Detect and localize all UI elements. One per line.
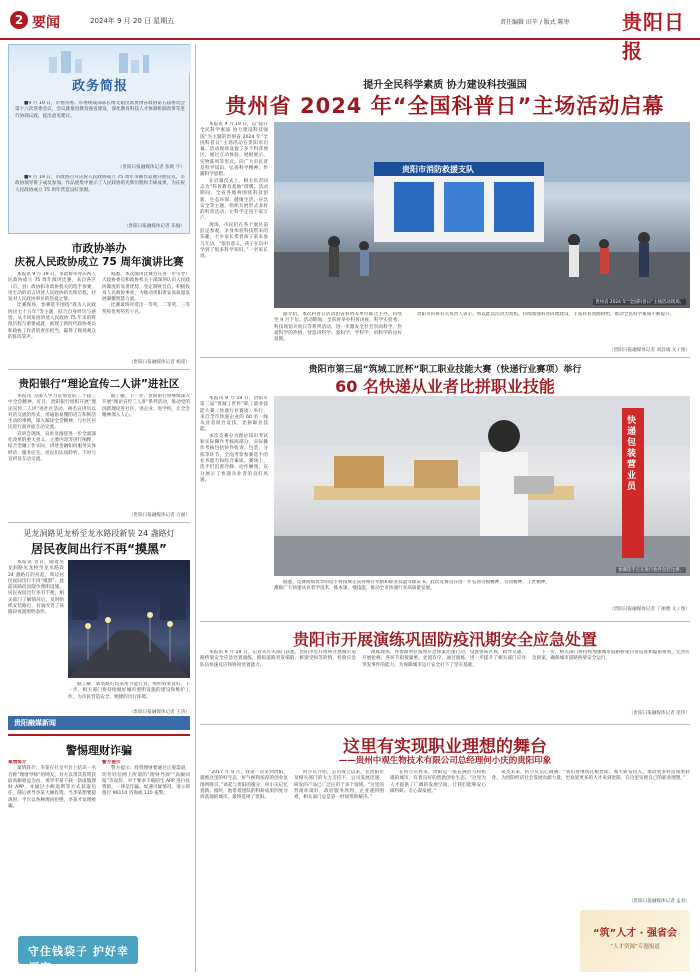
booth-sign: 贵阳市消防救援支队 bbox=[402, 165, 474, 174]
brief-title: 政务简报 bbox=[71, 79, 128, 94]
skills-body-col2: 据悉，竞赛成绩优异的选手将按规定获得相应奖励和职业技能等级证书。此次竞赛旨在进一步弘扬劳模精神、劳动精神、工匠精神，激励广大快递从业者学技术、练本领、强技能，推动全市快递行业高质量发展。 bbox=[274, 580, 550, 592]
brief-decor bbox=[9, 45, 191, 73]
divider bbox=[8, 522, 190, 523]
skills-kicker: 贵阳市第三届“筑城工匠杯”职工职业技能大赛（快递行业赛项）举行 bbox=[308, 365, 582, 375]
career-credit: （贵阳日报融媒体记者 孟君） bbox=[628, 899, 690, 904]
fraud-body-col1: 案情简介 案情简介：李某在社交平台上结识一名自称“理财导师”的网友，对方以带其投资获取高额收益为由，诱导李某下载一款虚假理财 APP，并通过小额返利等方式获取信任，随后诱导李某大额投资。当李某想要提现时，平台以各种理由拒绝，李某才发现被骗。 bbox=[8, 760, 96, 810]
vertical-sign-text: 快递包装营业员 bbox=[627, 416, 637, 492]
career-body-col1: “2017 年 9 月，我第一次来到贵阳，就被这里的好生态、好气候和浓厚的创业氛围所吸引。”谈起与贵阳的缘分，何小庆记忆犹新。彼时，他带着团队的科研成果四处寻找落地的城市，最终选择了贵阳。 bbox=[200, 770, 288, 801]
main-headline: 贵州省 2024 年“全国科普日”主场活动启幕 bbox=[225, 94, 665, 118]
cppcc-subtitle: 庆祝人民政协成立 75 周年演讲比赛 bbox=[14, 256, 184, 268]
street-lights-image bbox=[68, 560, 190, 678]
fraud-body-col2: 警方提示 警方提示：投资理财要通过正规渠道，切勿轻信网上所谓的“理财导师”“高额回报”等说辞，对于要求下载陌生 APP 进行投资的，一律是诈骗。如遇可疑情况，请立即拨打 96110 咨询或 110 报警。 bbox=[102, 760, 190, 797]
brief-credit: （贵阳日报融媒体记者 乐愉） bbox=[123, 224, 185, 229]
page-number: 2 bbox=[10, 11, 28, 29]
cppcc-credit: （贵阳日报融媒体记者 杨遥） bbox=[128, 360, 190, 365]
main-kicker: 提升全民科学素质 协力建设科技强国 bbox=[363, 80, 527, 91]
city-skyline-icon bbox=[9, 45, 191, 73]
divider bbox=[8, 369, 190, 370]
career-subheadline: ——贵州中观生物技术有限公司总经理何小庆的贵阳印象 bbox=[338, 756, 552, 766]
lights-body-col1: 本报讯 近日，随着见龙洞路见龙桥至龙水路段 24 盏路灯的亮起，周边居民夜间出行不再“摸黑”。此前该路段因缺少照明设施，居民夜间出行多有不便，相关部门了解情况后，及时组织安装路灯，有效改善了该路段夜间照明条件。 bbox=[8, 560, 64, 616]
lights-credit: （贵阳日报融媒体记者 王涛） bbox=[128, 710, 190, 715]
skills-photo-caption: 参赛选手正在进行快件包装比拼。 bbox=[618, 568, 684, 573]
career-body-col3: 在何小庆看来，贵阳是一座充满活力和机遇的城市，有着良好的创新创业生态。“这里为人才提供了广阔的发展空间，让我们能够安心做科研、专心谋发展。” bbox=[390, 770, 486, 794]
talent-logo-subtext: “人才资源”专题报道 bbox=[610, 944, 660, 950]
bank-body-col1: 本报讯 为深入学习贯彻党的二十届三中全会精神，近日，贵阳银行组织开展“理论宣传二人讲”进社区活动，两名宣讲员以对话交流的形式，用通俗易懂的语言和鲜活生动的事例，深入解读全会精神，与社区居民进行面对面互动交流。 宣讲会现场，宣讲员围绕进一步全面深化改革的重大意义、主要内容等进行阐释，结合金融工作实际，讲述金融如何服务实体经济、服务民生。居民们认真聆听，不时与宣讲员互动交流。 bbox=[8, 394, 96, 462]
divider bbox=[200, 621, 690, 622]
brief-item: ■9 月 19 日，市委常委、市委统战部部长傅文韬出席贵州省政协第五届委员会第十六次常委会议，会议就推进教育强省建设、深化教育科技人才体制机制改革等进行协商议政，提出意见建议。 bbox=[15, 101, 185, 119]
media-banner-text: 贵阳融媒新闻 bbox=[14, 719, 56, 727]
talent-column-logo bbox=[580, 910, 690, 972]
fraud-box bbox=[8, 734, 190, 972]
vertical-sign bbox=[622, 408, 644, 558]
drill-credit: （贵阳日报融媒体记者 范伟） bbox=[628, 711, 690, 716]
lights-title-line1: 见龙洞路见龙桥至龙水路段新装 24 盏路灯 bbox=[23, 529, 175, 538]
fraud-banner bbox=[18, 936, 138, 974]
cppcc-title: 市政协举办 bbox=[71, 242, 127, 255]
lights-title-line2: 居民夜间出行不再“摸黑” bbox=[31, 542, 167, 556]
media-banner bbox=[8, 716, 190, 730]
main-photo-caption: 贵州省 2024 年“全国科普日”主场活动现场。 bbox=[595, 300, 684, 305]
lights-body-col2: 据了解，新装路灯均采用节能灯具，照明效果良好。下一步，相关部门将持续做好城市照明设施的建设和维护工作，为市民营造安全、便捷的出行环境。 bbox=[68, 682, 190, 700]
column-divider bbox=[195, 44, 196, 972]
drill-body-col3: 下一步，相关部门将持续加强城市道路桥梁日常巡查和隐患排查，完善应急预案，确保城市道路桥梁安全运行。 bbox=[532, 650, 690, 662]
drill-headline: 贵阳市开展演练巩固防疫汛期安全应急处置 bbox=[292, 630, 597, 649]
cppcc-body-col1: 本报讯 9 月 19 日，市政协举办庆祝人民政协成立 75 周年演讲比赛，来自各区（市、县）政协和市政协机关的选手参赛，用生动的语言讲述人民政协的光辉历程，抒发对人民政协事业的热爱之情。 比赛现场，参赛选手围绕“我为人民政协这七十五年”等主题，结合自身经历与感悟，从不同角度讲述人民政协 75 年来的辉煌历程与重要成就，展现了新时代政协委员和政协工作者的责任担当，赢得了现场观众的阵阵掌声。 bbox=[8, 272, 96, 340]
divider bbox=[200, 357, 690, 358]
science-day-event-image bbox=[274, 122, 690, 308]
bank-credit: （贵阳日报融媒体记者 万丽） bbox=[128, 513, 190, 518]
talent-logo-text: “筑”人才 · 强省会 bbox=[593, 928, 677, 939]
cppcc-body-col2: 据悉，本次演讲比赛旨在进一步引导广大政协委员和政协机关干部深刻认识人民政协制度的显著优势，坚定制度自信，积极投身人民政协事业，为推动贵阳贵安高质量发展凝聚智慧力量。 比赛最终评选出一等奖、二等奖、三等奖和优秀奖若干名。 bbox=[102, 272, 190, 315]
section-name: 要闻 bbox=[32, 15, 60, 31]
skills-credit: （贵阳日报融媒体记者 丁丽雅 文 / 图） bbox=[609, 607, 690, 612]
skills-photo bbox=[274, 396, 690, 576]
brief-box bbox=[8, 44, 190, 234]
masthead-logo: 贵阳日报 bbox=[622, 10, 685, 63]
brief-credit: （贵阳日报融媒体记者 张欧 宇） bbox=[117, 165, 185, 170]
skills-headline: 60 名快递从业者比拼职业技能 bbox=[335, 377, 555, 396]
main-body-col2: 据介绍，本次科普日活动由省科协等单位联合主办，持续至 9 月下旬。活动期间，全省将举办科普讲座、科学实验秀、科技场馆开放日等系列活动，进一步激发全社会崇尚科学、热爱科学的热情，营造讲科学、爱科学、学科学、用科学的良好氛围。 bbox=[274, 312, 402, 343]
bank-body-col2: 据了解，下一步，贵阳银行将继续深入开展“理论宣传二人讲”系列活动，推动党的创新理论进社区、进企业、进学校，让全会精神深入人心。 bbox=[102, 394, 190, 418]
skills-body-col1: 本报讯 9 月 19 日，贵阳市第三届“筑城工匠杯”职工职业技能大赛（快递行业赛项）举行，来自全市快递企业的 60 名一线从业者同台竞技，比拼职业技能。 本次竞赛分为理论知识考试和实际操作考核两部分，实际操作考核包括快件收寄、包装、分拣等环节，全面考察参赛选手的业务能力和综合素质。赛场上，选手们沉着冷静、动作娴熟，充分展示了快递从业者的良好风貌。 bbox=[200, 396, 268, 483]
fraud-banner-text: 守住钱袋子 护好幸福家 bbox=[28, 945, 129, 974]
fraud-title: 警惕理财诈骗 bbox=[66, 744, 132, 757]
page-header bbox=[0, 0, 700, 63]
night-road-photo bbox=[68, 560, 190, 678]
main-body-col3: 贵阳市科协有关负责人表示，将以此次活动为契机，持续加强科普阵地建设，丰富科普资源供给，推动全民科学素质不断提升。 bbox=[417, 312, 675, 317]
career-headline: 这里有实现职业理想的舞台 bbox=[343, 737, 547, 757]
divider bbox=[200, 724, 690, 725]
career-body-col2: 何小庆介绍，公司成立以来，在贵阳市及相关部门的大力支持下，公司发展迅速，研发的产品已广泛应用于多个领域。“这里的营商环境好，政府服务周到，企业遇到困难，相关部门总是第一时间帮助解决。” bbox=[294, 770, 384, 801]
bank-title: 贵阳银行“理论宣传二人讲”进社区 bbox=[18, 378, 180, 390]
drill-body-col2: 演练现场，各参演单位按照应急预案迅速行动，设置警戒区域、疏导交通、开展抢修，各环节衔接紧密、处置有序。通过演练，进一步提升了相关部门应对突发事件的能力，为保障城市运行安全打下了坚实基础。 bbox=[362, 650, 526, 668]
editor-credit: 责任编辑 田苹 / 版式 陈枣 bbox=[500, 19, 570, 26]
brief-item: ■9 月 19 日，市政协召开庆祝人民政协成立 75 周年书画作品展开展仪式，市政协领导班子成员参加。作品展集中展示了人民政协的光辉历程和丰硕成果，为庆祝人民政协成立 75 周年营造良好氛围。 bbox=[15, 175, 185, 193]
drill-body-col1: 本报讯 9 月 19 日，记者从有关部门获悉，贵阳市近日组织开展城市道路桥梁安全应急处置演练，模拟道路突发塌陷、桥梁受损等险情，检验应急队伍快速反应和协同处置能力。 bbox=[200, 650, 356, 668]
main-photo bbox=[274, 122, 690, 308]
main-body-col1: 本报讯 9 月 19 日，以“提升全民科学素质 协力建设科技强国”为主题的贵州省 2024 年“全国科普日”主场活动在贵阳市启幕。活动现场设置了多个科普展区，通过互动体验、展板展示、实物陈列等形式，向广大市民普及科学知识、弘扬科学精神、传播科学思想。 在启幕仪式上，相关负责同志为“科普教育基地”授牌。活动期间，全省各地将围绕科技创新、生态环保、健康生活、应急安全等主题，组织开展形式多样的科普活动，让科学走进千家万户。 现场，市民们在各个展区前驻足参观，亲身体验科技带来的乐趣，不少家长带着孩子前来参与互动，“很有意义，孩子在玩中学到了很多科学知识。”一名家长说。 bbox=[200, 122, 268, 260]
main-credit: （贵阳日报融媒体记者 刘昌瑜 文 / 图） bbox=[609, 348, 690, 353]
date-line: 2024年 9 月 20 日 星期五 bbox=[90, 17, 175, 25]
career-body-col4: 谈及未来，何小庆信心满满：“我们将继续扎根贵阳，加大研发投入，推动更多科技成果转化，为贵阳经济社会发展贡献力量，也欢迎更多的人才来到贵阳，在这里实现自己的职业理想。” bbox=[492, 770, 690, 782]
